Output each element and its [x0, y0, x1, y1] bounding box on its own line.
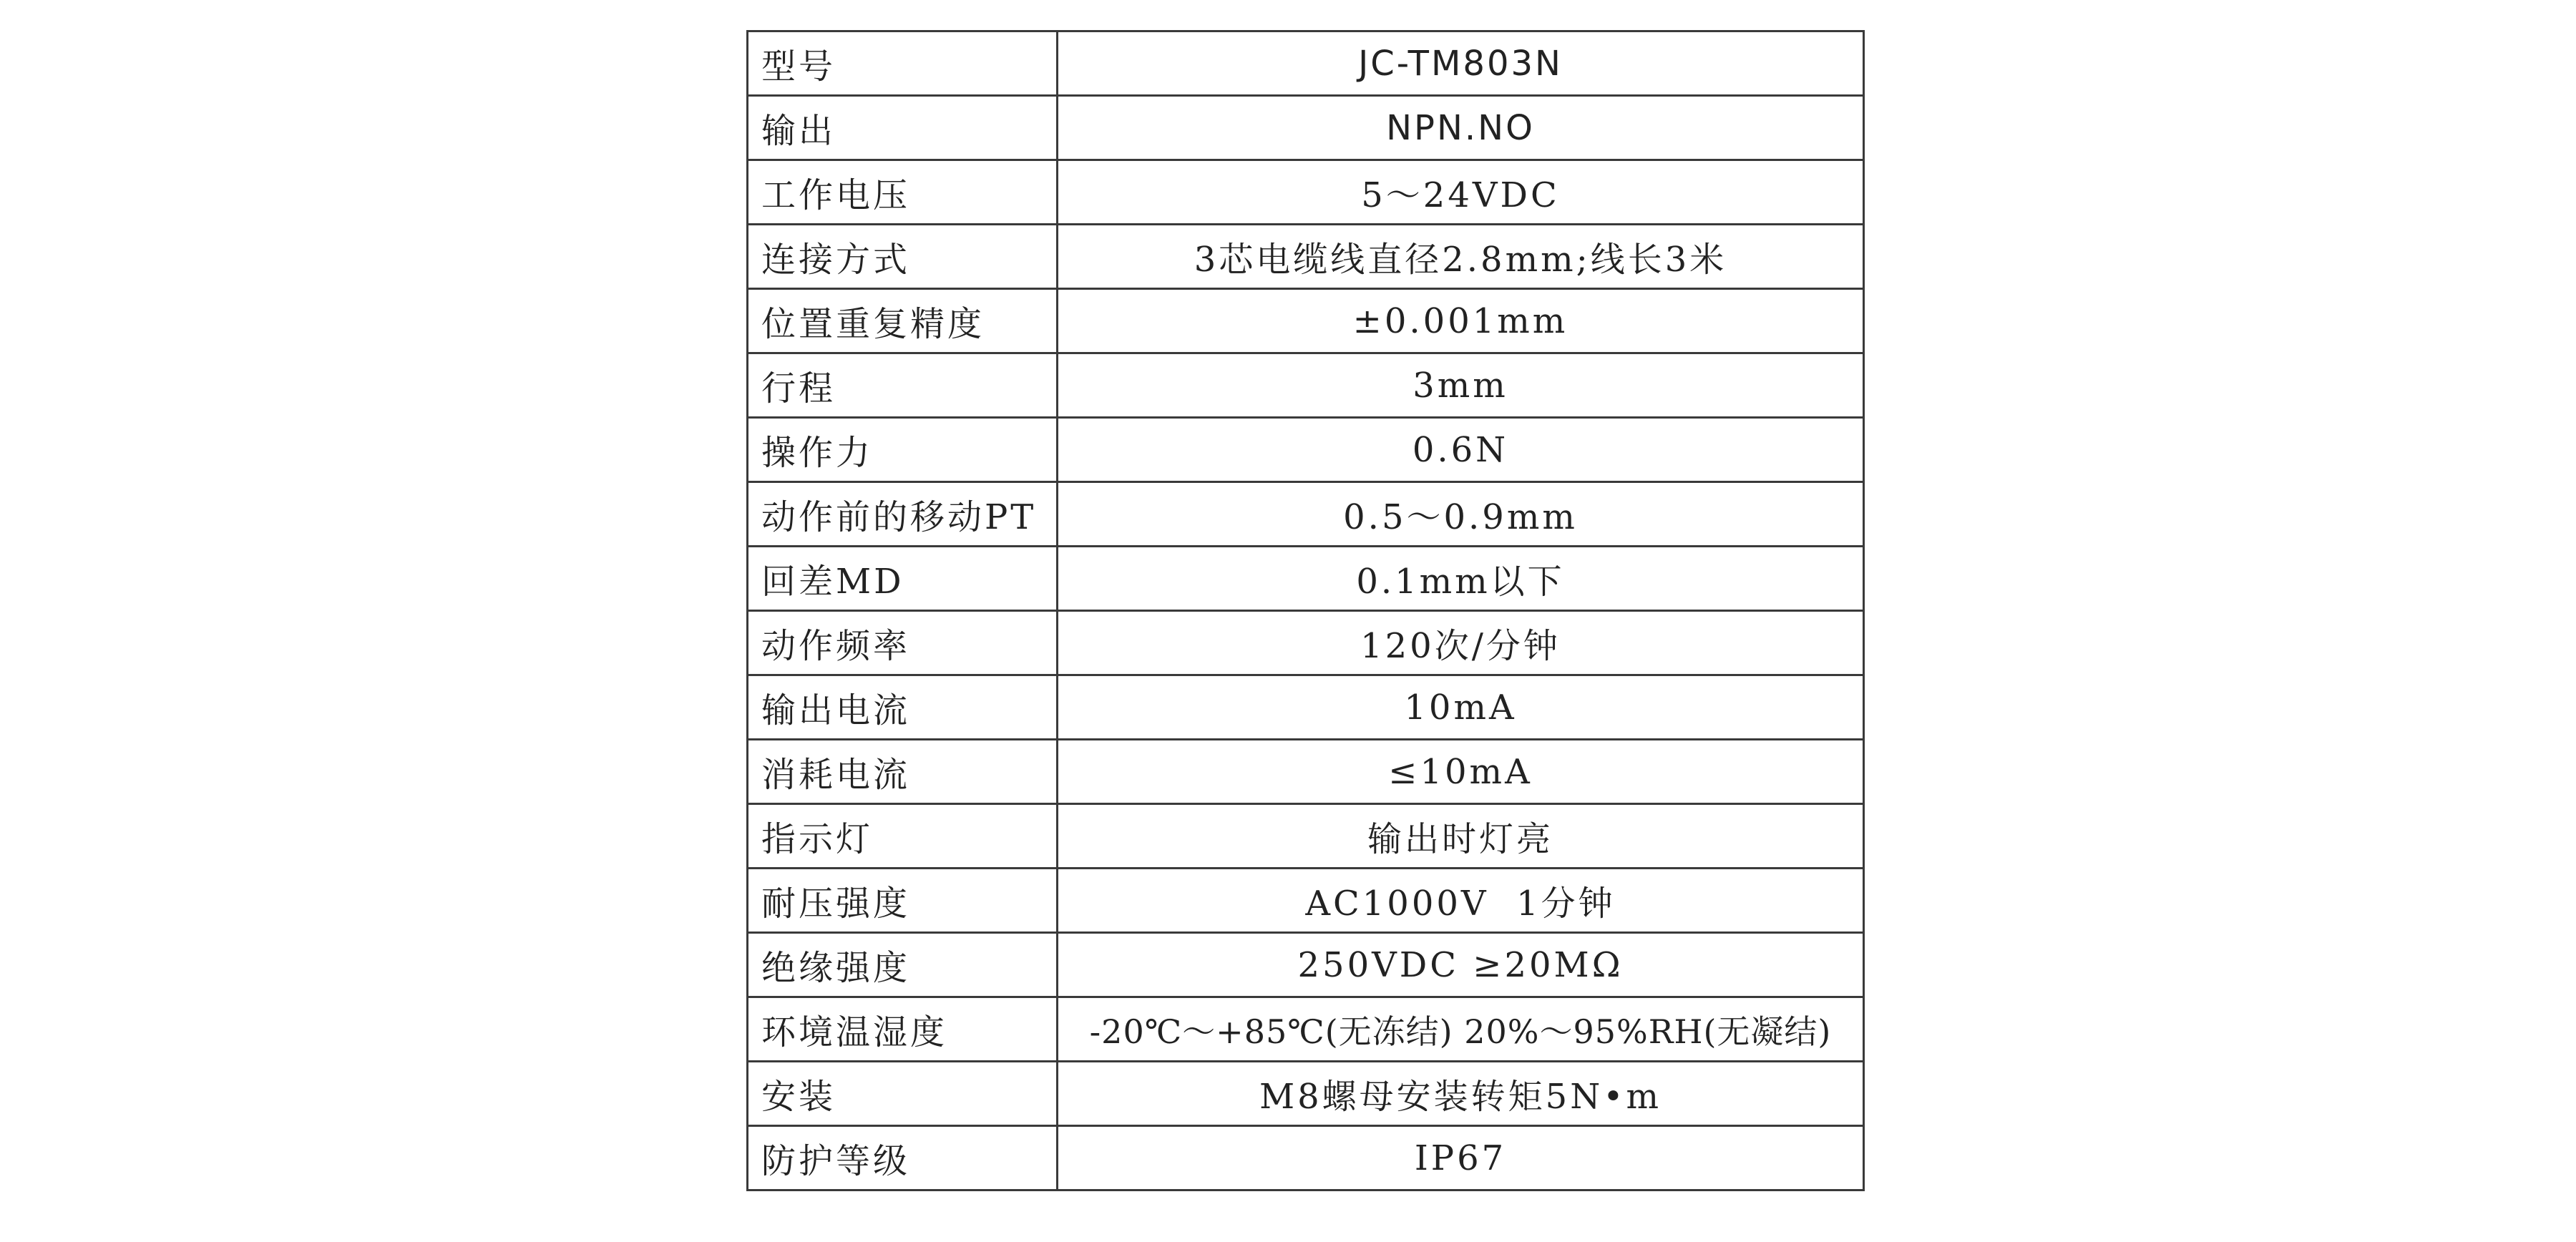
spec-label: 安装	[748, 1062, 1058, 1126]
spec-label: 消耗电流	[748, 740, 1058, 804]
spec-value: JC-TM803N	[1058, 31, 1864, 96]
spec-label: 操作力	[748, 418, 1058, 482]
spec-table-body	[748, 31, 1864, 1190]
spec-row-output-current	[748, 675, 1864, 740]
spec-table	[746, 30, 1865, 1191]
spec-value: -20℃～+85℃(无冻结) 20%～95%RH(无凝结)	[1058, 997, 1864, 1062]
spec-label: 绝缘强度	[748, 933, 1058, 997]
spec-value: NPN.NO	[1058, 96, 1864, 160]
spec-value: 3芯电缆线直径2.8mm;线长3米	[1058, 225, 1864, 289]
spec-value: 输出时灯亮	[1058, 804, 1864, 869]
spec-row-insulation	[748, 933, 1864, 997]
spec-row-indicator	[748, 804, 1864, 869]
spec-value: 250VDC ≥20MΩ	[1058, 933, 1864, 997]
spec-row-model	[748, 31, 1864, 96]
spec-label: 动作前的移动PT	[748, 482, 1058, 547]
spec-label: 行程	[748, 353, 1058, 418]
spec-label: 输出	[748, 96, 1058, 160]
spec-row-pretravel	[748, 482, 1864, 547]
spec-row-stroke	[748, 353, 1864, 418]
spec-label: 动作频率	[748, 611, 1058, 675]
spec-row-environment	[748, 997, 1864, 1062]
spec-label: 耐压强度	[748, 869, 1058, 933]
spec-value: 0.5～0.9mm	[1058, 482, 1864, 547]
spec-label: 型号	[748, 31, 1058, 96]
spec-row-consumption-current	[748, 740, 1864, 804]
spec-row-repeatability	[748, 289, 1864, 353]
spec-label: 回差MD	[748, 547, 1058, 611]
spec-value: 5～24VDC	[1058, 160, 1864, 225]
spec-label: 防护等级	[748, 1126, 1058, 1190]
spec-label: 指示灯	[748, 804, 1058, 869]
spec-label: 环境温湿度	[748, 997, 1058, 1062]
spec-value: M8螺母安装转矩5N•m	[1058, 1062, 1864, 1126]
spec-value: 0.1mm以下	[1058, 547, 1864, 611]
spec-value: ±0.001mm	[1058, 289, 1864, 353]
spec-row-output	[748, 96, 1864, 160]
spec-label: 工作电压	[748, 160, 1058, 225]
spec-label: 输出电流	[748, 675, 1058, 740]
spec-row-protection	[748, 1126, 1864, 1190]
spec-row-connection	[748, 225, 1864, 289]
spec-value: 3mm	[1058, 353, 1864, 418]
spec-row-force	[748, 418, 1864, 482]
spec-label: 位置重复精度	[748, 289, 1058, 353]
spec-row-voltage	[748, 160, 1864, 225]
spec-row-frequency	[748, 611, 1864, 675]
spec-row-hysteresis	[748, 547, 1864, 611]
spec-value: IP67	[1058, 1126, 1864, 1190]
spec-value: 0.6N	[1058, 418, 1864, 482]
spec-row-dielectric	[748, 869, 1864, 933]
spec-value: 120次/分钟	[1058, 611, 1864, 675]
spec-value: 10mA	[1058, 675, 1864, 740]
spec-value: ≤10mA	[1058, 740, 1864, 804]
spec-row-mounting	[748, 1062, 1864, 1126]
spec-label: 连接方式	[748, 225, 1058, 289]
spec-value: AC1000V 1分钟	[1058, 869, 1864, 933]
